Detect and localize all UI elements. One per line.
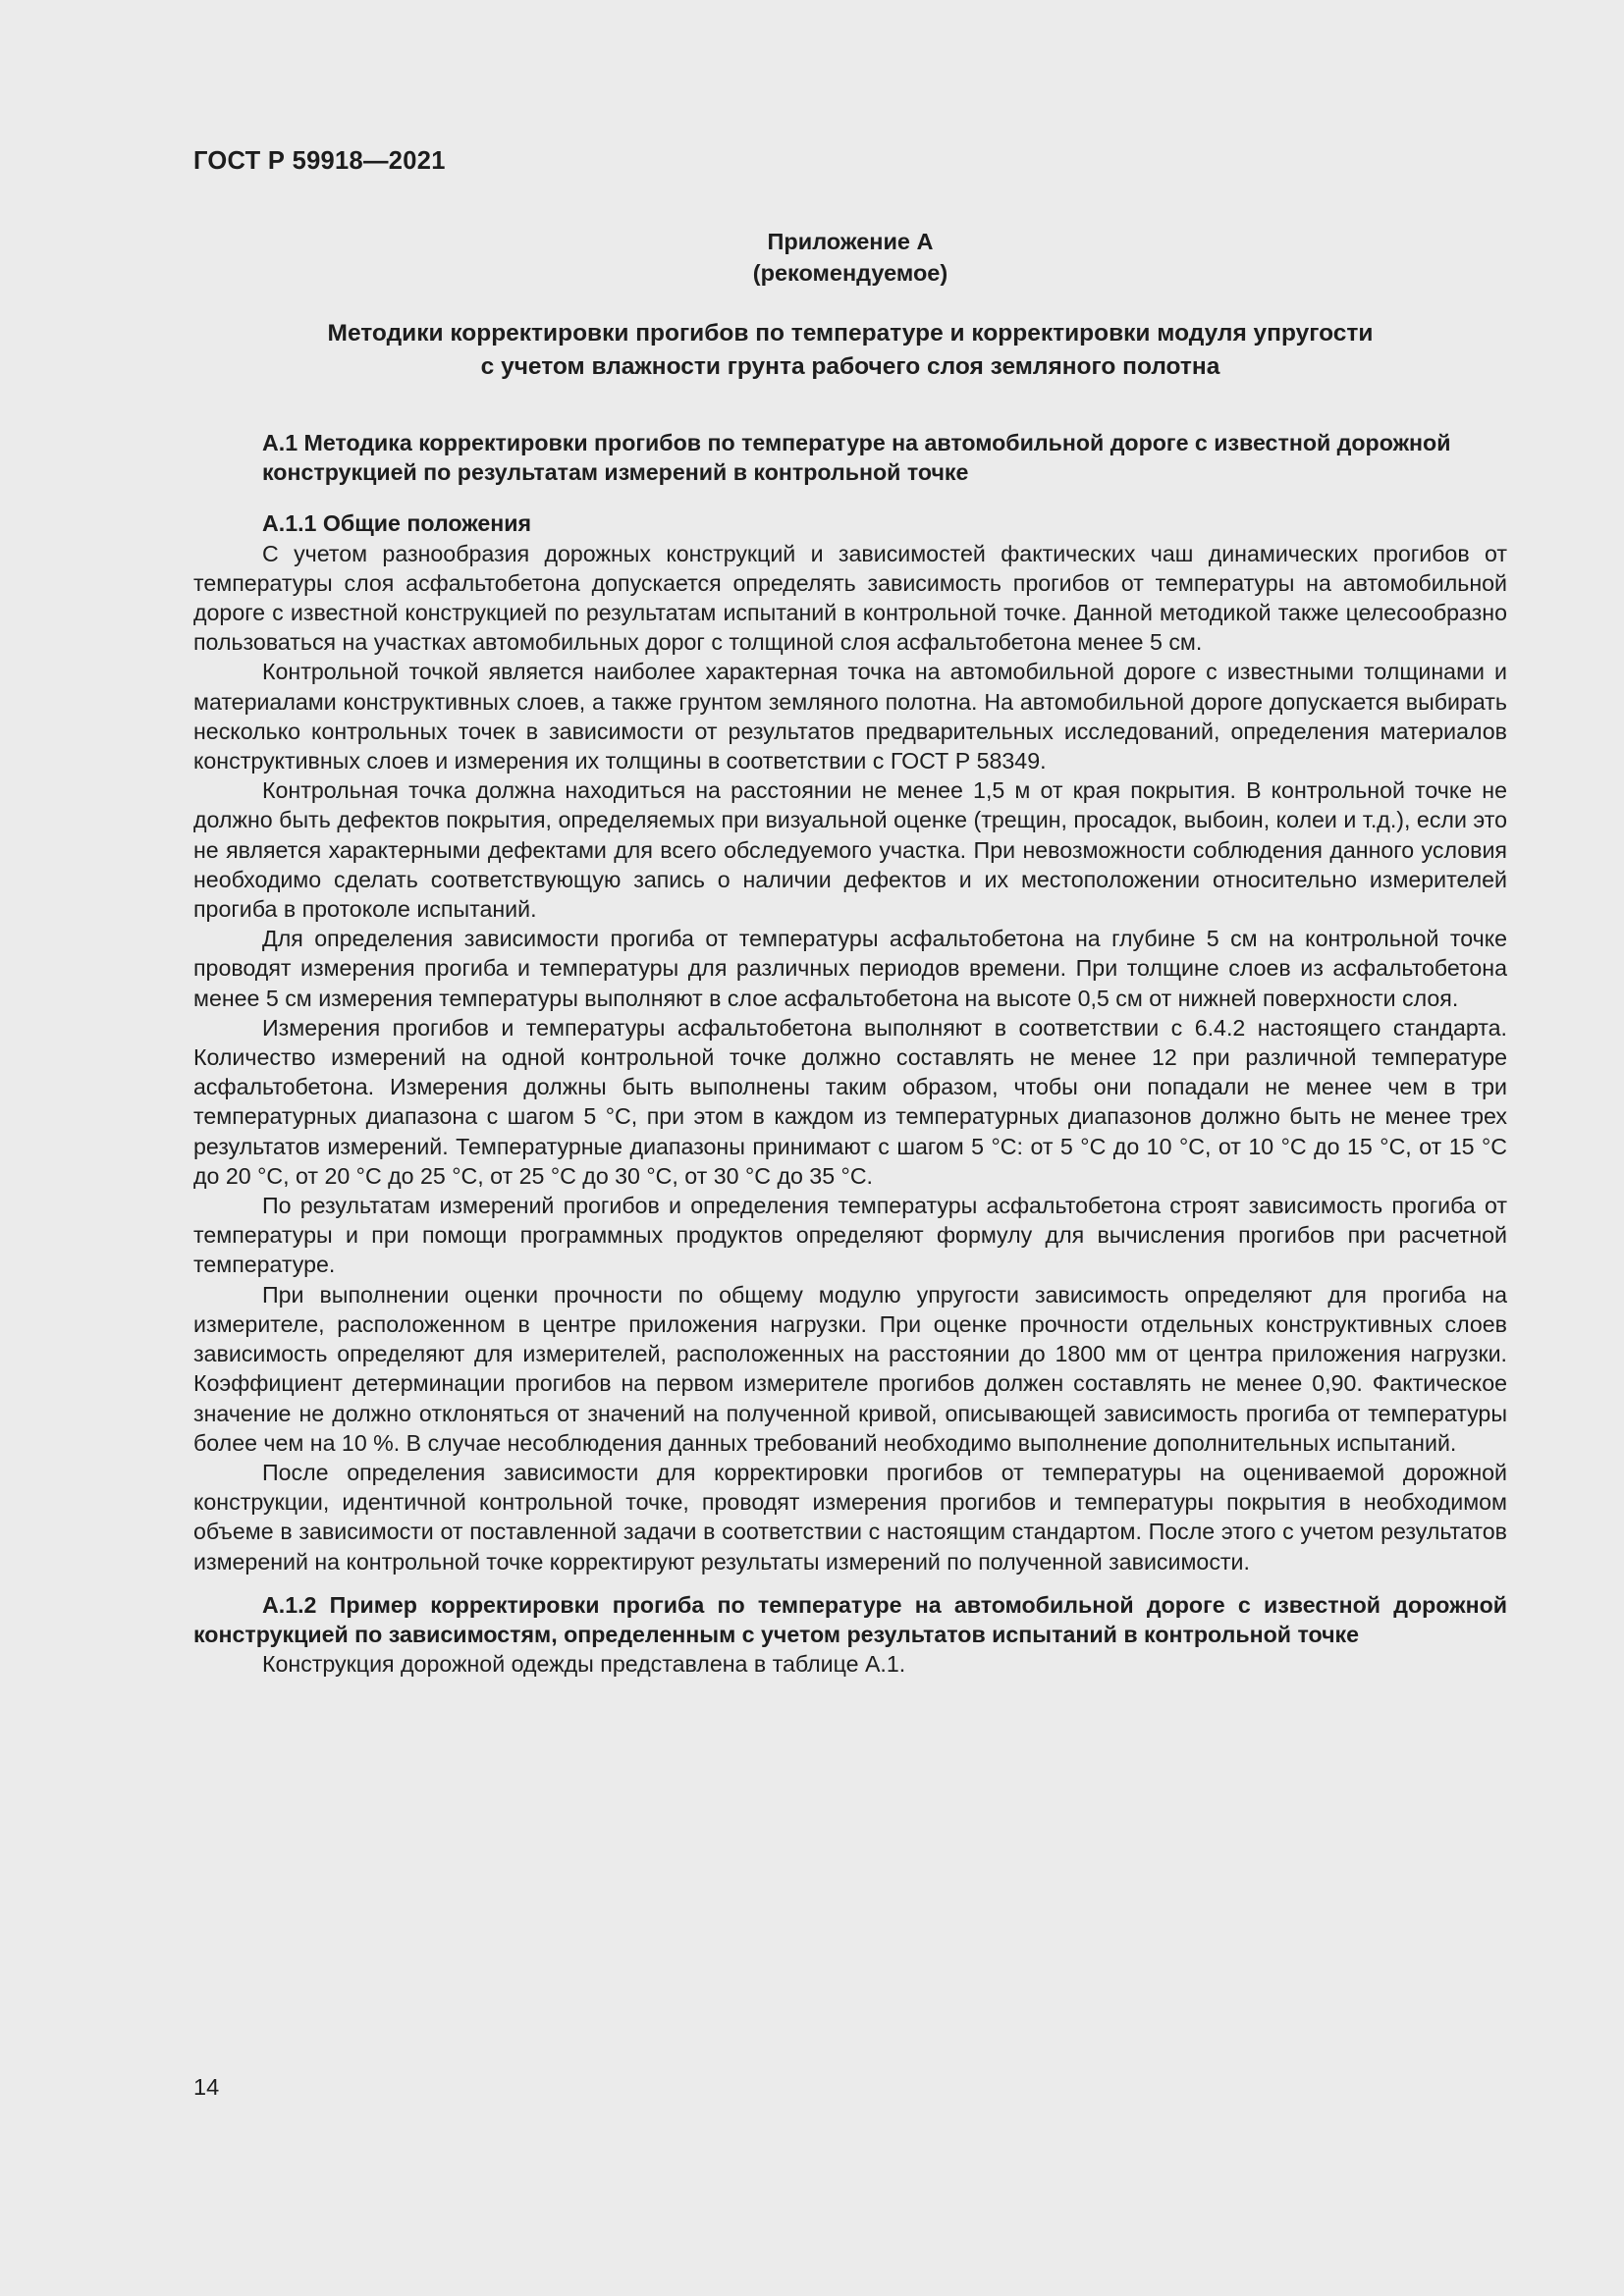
paragraph: После определения зависимости для корректировки прогибов от температуры на оцениваемой дорожной конструкции, идентичной контрольной точке, проводят измерения прогибов и температуры покрытия в необходимом объеме в зависимости от поставленной задачи в соответствии с настоящим стандартом. После этого с учетом результатов измерений на контрольной точке корректируют результаты измерений по полученной зависимости. (193, 1459, 1507, 1575)
paragraph: Контрольной точкой является наиболее характерная точка на автомобильной дороге с известными толщинами и материалами конструктивных слоев, а также грунтом земляного полотна. На автомобильной дороге допускается выбирать несколько контрольных точек в зависимости от результатов предварительных исследований, определения материалов конструктивных слоев и измерения их толщины в соответствии с ГОСТ Р 58349. (193, 659, 1507, 774)
annex-status: (рекомендуемое) (752, 260, 948, 286)
document-page (193, 0, 1507, 2296)
section-a1-heading: А.1 Методика корректировки прогибов по температуре на автомобильной дороге с известной дорожной конструкцией по результатам измерений в контрольной точке (262, 430, 1451, 486)
annex-title (193, 317, 1507, 384)
annex-title-line-1: Методики корректировки прогибов по температуре и корректировки модуля упругости (327, 320, 1374, 347)
paragraph: Измерения прогибов и температуры асфальтобетона выполняют в соответствии с 6.4.2 настоящего стандарта. Количество измерений на одной контрольной точке должно составлять не менее 12 при различной температуре асфальтобетона. Измерения должны быть выполнены таким образом, чтобы они попадали не менее чем в три температурных диапазона с шагом 5 °С, при этом в каждом из температурных диапазонов должно быть не менее трех результатов измерений. Температурные диапазоны принимают с шагом 5 °С: от 5 °С до 10 °С, от 10 °С до 15 °С, от 15 °С до 20 °С, от 20 °С до 25 °С, от 25 °С до 30 °С, от 30 °С до 35 °С. (193, 1014, 1507, 1189)
paragraph: С учетом разнообразия дорожных конструкций и зависимостей фактических чаш динамических прогибов от температуры слоя асфальтобетона допускается определять зависимость прогибов от температуры на автомобильной дороге с известной конструкцией по результатам испытаний в контрольной точке. Данной методикой также целесообразно пользоваться на участках автомобильных дорог с толщиной слоя асфальтобетона менее 5 см. (193, 540, 1507, 656)
document-body (193, 428, 1507, 1679)
paragraph: При выполнении оценки прочности по общему модулю упругости зависимость определяют для прогиба на измерителе, расположенном в центре приложения нагрузки. При оценке прочности отдельных конструктивных слоев зависимость определяют для измерителей, расположенных на расстоянии до 1800 мм от центра приложения нагрузки. Коэффициент детерминации прогибов на первом измерителе прогибов должен составлять не менее 0,90. Фактическое значение не должно отклоняться от значений на полученной кривой, описывающей зависимость прогиба от температуры более чем на 10 %. В случае несоблюдения данных требований необходимо выполнение дополнительных испытаний. (193, 1281, 1507, 1456)
paragraph: Для определения зависимости прогиба от температуры асфальтобетона на глубине 5 см на контрольной точке проводят измерения прогиба и температуры для различных периодов времени. При толщине слоев из асфальтобетона менее 5 см измерения температуры выполняют в слое асфальтобетона на высоте 0,5 см от нижней поверхности слоя. (193, 926, 1507, 1011)
document-code: ГОСТ Р 59918—2021 (193, 147, 446, 175)
page-number: 14 (193, 2074, 220, 2100)
annex-header (193, 226, 1507, 289)
paragraph: Конструкция дорожной одежды представлена в таблице А.1. (262, 1651, 906, 1678)
paragraph: По результатам измерений прогибов и определения температуры асфальтобетона строят зависимость прогиба от температуры и при помощи программных продуктов определяют формулу для вычисления прогибов при расчетной температуре. (193, 1193, 1507, 1278)
annex-title-line-2: с учетом влажности грунта рабочего слоя земляного полотна (480, 353, 1220, 380)
section-a11-heading: А.1.1 Общие положения (262, 510, 532, 537)
section-a12-heading: А.1.2 Пример корректировки прогиба по температуре на автомобильной дороге с известной дорожной конструкцией по зависимостям, определенным с учетом результатов испытаний в контрольной точке (193, 1591, 1507, 1647)
paragraph: Контрольная точка должна находиться на расстоянии не менее 1,5 м от края покрытия. В контрольной точке не должно быть дефектов покрытия, определяемых при визуальной оценке (трещин, просадок, выбоин, колеи и т.д.), если это не является характерными дефектами для всего обследуемого участка. При невозможности соблюдения данного условия необходимо сделать соответствующую запись о наличии дефектов и их местоположении относительно измерителей прогиба в протоколе испытаний. (193, 777, 1507, 923)
annex-label: Приложение А (767, 229, 934, 254)
